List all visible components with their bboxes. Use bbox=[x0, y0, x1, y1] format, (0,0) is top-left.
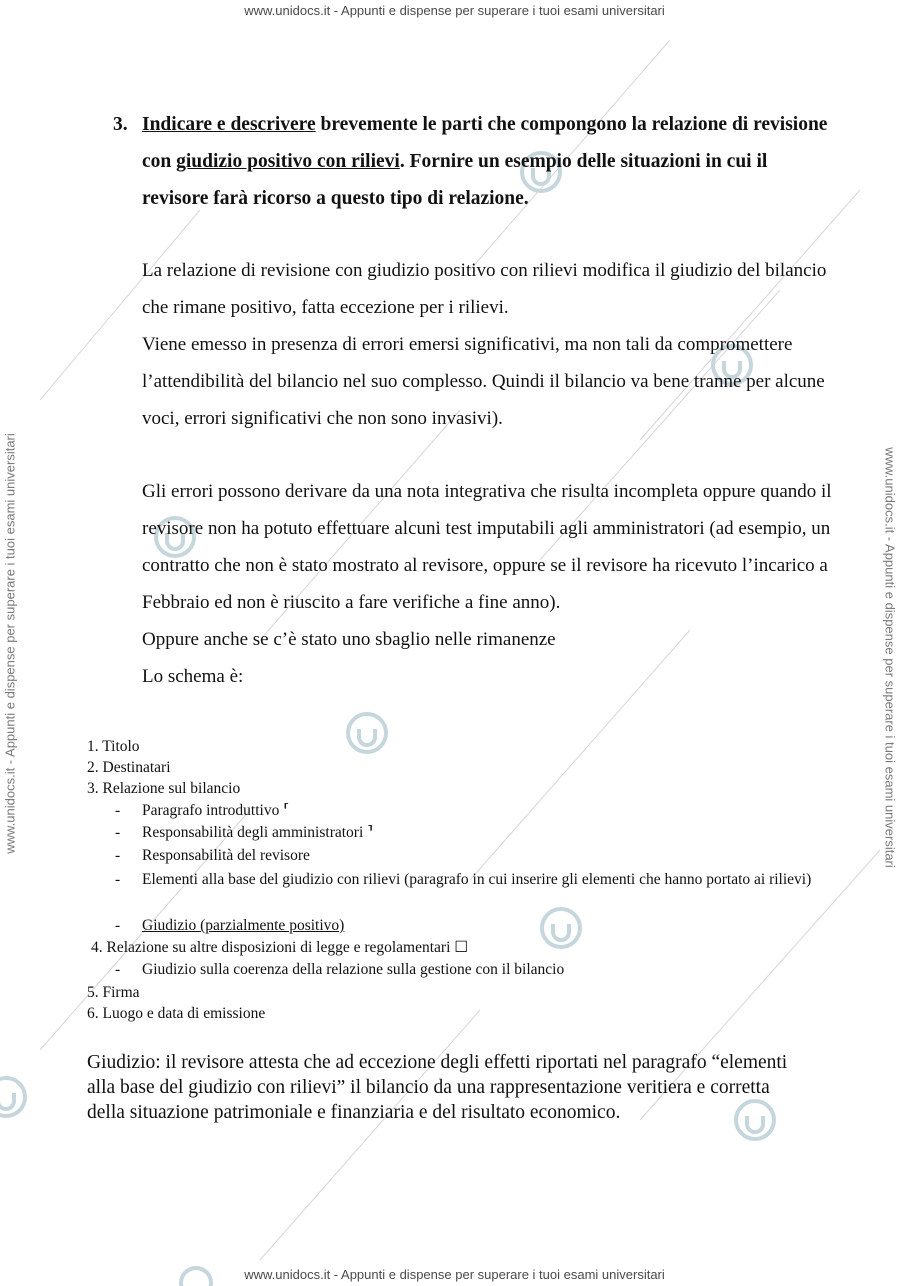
paragraph-text: Oppure anche se c’è stato uno sbaglio nelle rimanenze bbox=[142, 629, 556, 650]
sub-list-item: Responsabilità del revisore bbox=[142, 847, 310, 864]
sub-list-item: Elementi alla base del giudizio con rilievi (paragrafo in cui inserire gli elementi che hanno portato ai rilievi) bbox=[142, 871, 812, 888]
list-item: 5. Firma bbox=[87, 984, 140, 1001]
closing-paragraph: Giudizio: il revisore attesta che ad eccezione degli effetti riportati nel paragrafo “elementi alla base del giudizio con rilievi” il bilancio da una rappresentazione veritiera e corretta della situazione patrimoniale e finanziaria e del risultato economico. bbox=[87, 1052, 788, 1123]
list-item: 4. Relazione su altre disposizioni di legge e regolamentari ☐ bbox=[91, 939, 469, 956]
paragraph-text: La relazione di revisione con giudizio positivo con rilievi modifica il giudizio del bilancio che rimane positivo, fatta eccezione per i rilievi. bbox=[142, 260, 827, 318]
watermark-right: www.unidocs.it - Appunti e dispense per superare i tuoi esami universitari bbox=[882, 447, 898, 868]
question-number: 3. bbox=[113, 114, 128, 135]
paragraph-text: Lo schema è: bbox=[142, 666, 244, 687]
answer-paragraph-1 bbox=[142, 252, 842, 437]
question-underlined-1: Indicare e descrivere bbox=[142, 114, 316, 135]
sub-list-item: Giudizio sulla coerenza della relazione sulla gestione con il bilancio bbox=[142, 961, 565, 978]
watermark-top: www.unidocs.it - Appunti e dispense per superare i tuoi esami universitari bbox=[244, 3, 665, 18]
watermark-left: www.unidocs.it - Appunti e dispense per superare i tuoi esami universitari bbox=[2, 433, 18, 854]
list-item: 3. Relazione sul bilancio bbox=[87, 780, 241, 797]
question-text bbox=[142, 106, 833, 217]
paragraph-text: Viene emesso in presenza di errori emersi significativi, ma non tali da compromettere l’attendibilità del bilancio nel suo complesso. Quindi il bilancio va bene tranne per alcune voci, errori significativi che non sono invasivi). bbox=[142, 334, 825, 429]
answer-paragraph-2 bbox=[142, 473, 842, 695]
list-bullet: - bbox=[115, 824, 121, 841]
list-bullet: - bbox=[115, 917, 121, 934]
question-heading bbox=[113, 106, 833, 217]
question-underlined-2: giudizio positivo con rilievi bbox=[176, 151, 400, 172]
sub-list-item: Responsabilità degli amministratori ⸣ bbox=[142, 824, 374, 841]
sub-list-item: Paragrafo introduttivo ⸢ bbox=[142, 802, 290, 819]
list-bullet: - bbox=[115, 802, 121, 819]
list-item: 2. Destinatari bbox=[87, 759, 171, 776]
paragraph-text: Gli errori possono derivare da una nota integrativa che risulta incompleta oppure quando il revisore non ha potuto effettuare alcuni test imputabili agli amministratori (ad esempio, un contratto che non è stato mostrato al revisore, oppure se il revisore ha ricevuto l’incarico a Febbraio ed non è riuscito a fare verifiche a fine anno). bbox=[142, 481, 832, 613]
list-bullet: - bbox=[115, 871, 121, 888]
sub-list-item: Giudizio (parzialmente positivo) bbox=[142, 917, 345, 934]
list-bullet: - bbox=[115, 847, 121, 864]
question-text-2: . Fornire un esempio delle situazioni in cui il revisore farà ricorso a questo tipo di relazione. bbox=[142, 151, 768, 209]
list-item: 1. Titolo bbox=[87, 738, 140, 755]
list-bullet: - bbox=[115, 961, 121, 978]
question-text-1: brevemente le parti che compongono la relazione di revisione con bbox=[142, 114, 828, 172]
watermark-bottom: www.unidocs.it - Appunti e dispense per superare i tuoi esami universitari bbox=[244, 1267, 665, 1282]
list-item: 6. Luogo e data di emissione bbox=[87, 1005, 266, 1022]
